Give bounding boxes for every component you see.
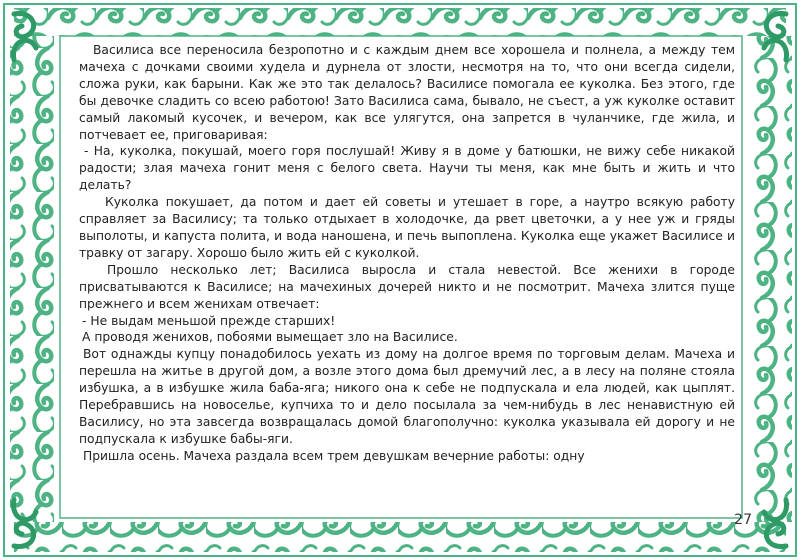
paragraph: Василиса все переносила безропотно и с каждым днем все хорошела и полнела, а между тем мачеха с дочками своими худела и дурнела от злости, несмотря на то, что они всегда сидели, сложа руки, как барыни. Как же это так делалось? Василисе помогала ее куколка. Без этого, где бы девочке сладить со всею работою! Зато Василиса сама, бывало, не съест, а уж куколке оставит самый лакомый кусочек, и вечером, как все улягутся, она запрется в чуланчике, где жила, и потчевает ее, приговаривая: (79, 43, 735, 142)
paragraph: Вот однажды купцу понадобилось уехать из дому на долгое время по торговым делам. Мачеха и перешла на житье в другой дом, а возле этого дома был дремучий лес, а в лесу на поляне стояла избушка, а в избушке жила баба-яга; никого она к себе не подпускала и ела людей, как цыплят. Перебравшись на новоселье, купчиха то и дело посылала за чем-нибудь в лес ненавистную ей Василису, но эта завсегда возвращалась домой благополучно: куколка указывала ей дорогу и не подпускала к избушке бабы-яги. (79, 347, 735, 446)
page-number: 27 (734, 512, 752, 528)
paragraph: - Не выдам меньшой прежде старших! (82, 313, 336, 328)
paragraph: Куколка покушает, да потом и дает ей советы и утешает в горе, а наутро всякую работу справляет за Василису; та только отдыхает в холодочке, да рвет цветочки, а у нее уж и гряды выполоты, и капуста полита, и вода наношена, и печь выпоплена. Куколка еще укажет Василисе и травку от загару. Хорошо было жить ей с куколкой. (79, 195, 735, 260)
border-left-band (10, 36, 54, 522)
paragraph: Пришла осень. Мачеха раздала всем трем девушкам вечерние работы: одну (83, 448, 585, 463)
paragraph: А проводя женихов, побоями вымещает зло на Василисе. (82, 330, 458, 345)
paragraph: Прошло несколько лет; Василиса выросла и стала невестой. Все женихи в городе присватываются к Василисе; на мачехиных дочерей никто и не посмотрит. Мачеха злится пуще прежнего и всем женихам отвечает: (79, 262, 735, 311)
border-top-band (14, 8, 786, 36)
border-right-band (748, 36, 792, 522)
paragraph: - На, куколка, покушай, моего горя послушай! Живу я в доме у батюшки, не вижу себе никакой радости; злая мачеха гонит меня с белого света. Научи ты меня, как мне быть и жить и что делать? (79, 144, 735, 193)
story-text (79, 42, 735, 465)
border-bottom-band (14, 522, 786, 552)
